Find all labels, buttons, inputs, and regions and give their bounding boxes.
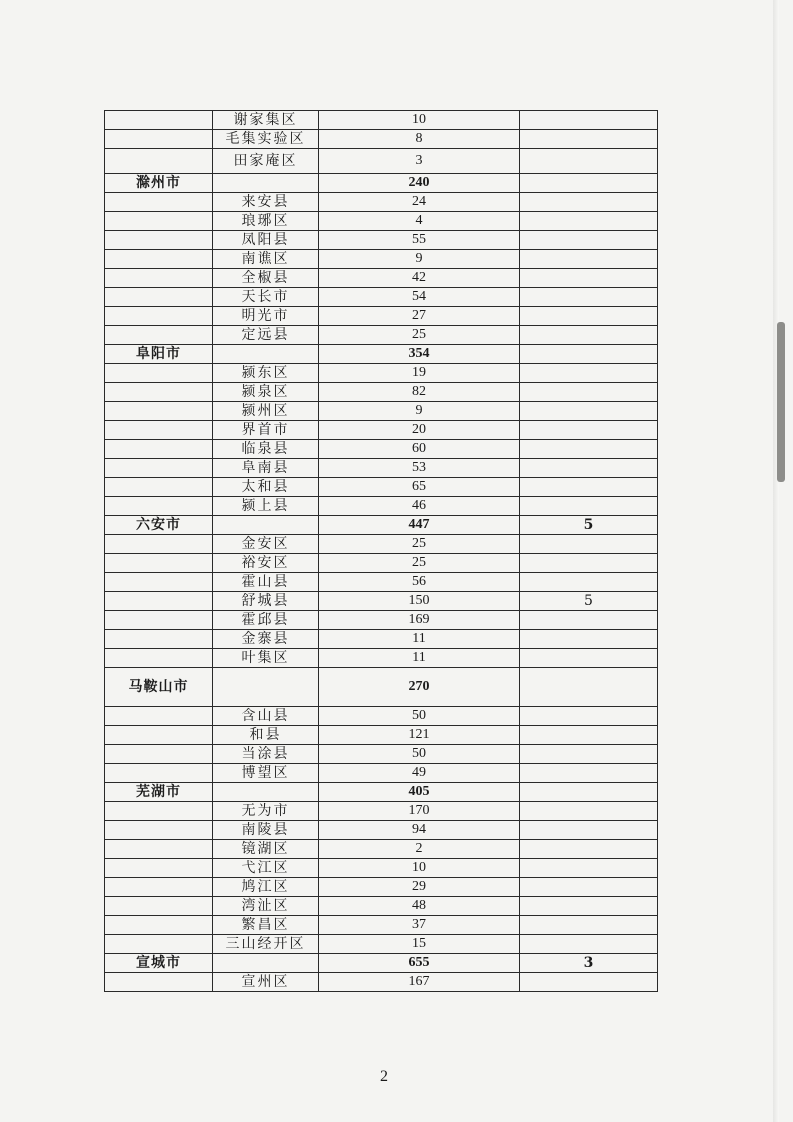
value-cell: 150 [319, 592, 520, 611]
table-row [105, 764, 658, 783]
city-cell [105, 497, 213, 516]
city-cell [105, 149, 213, 174]
extra-cell [520, 269, 658, 288]
table-row [105, 859, 658, 878]
extra-cell [520, 802, 658, 821]
extra-cell [520, 668, 658, 707]
extra-cell [520, 764, 658, 783]
city-row [105, 668, 658, 707]
extra-cell [520, 783, 658, 802]
extra-cell [520, 840, 658, 859]
city-cell [105, 916, 213, 935]
city-cell [105, 421, 213, 440]
table-row [105, 149, 658, 174]
city-row [105, 516, 658, 535]
extra-cell: 5 [520, 516, 658, 535]
district-cell: 颍东区 [213, 364, 319, 383]
district-cell: 金安区 [213, 535, 319, 554]
table-row [105, 611, 658, 630]
table-row [105, 459, 658, 478]
extra-cell [520, 916, 658, 935]
district-cell: 博望区 [213, 764, 319, 783]
extra-cell [520, 611, 658, 630]
district-cell: 南陵县 [213, 821, 319, 840]
district-cell: 无为市 [213, 802, 319, 821]
extra-cell [520, 535, 658, 554]
table-row [105, 916, 658, 935]
city-cell: 马鞍山市 [105, 668, 213, 707]
city-cell [105, 111, 213, 130]
city-cell [105, 288, 213, 307]
city-cell [105, 935, 213, 954]
value-cell: 55 [319, 231, 520, 250]
city-cell [105, 840, 213, 859]
value-cell: 169 [319, 611, 520, 630]
extra-cell [520, 459, 658, 478]
district-cell: 颍泉区 [213, 383, 319, 402]
value-cell: 240 [319, 174, 520, 193]
table-row [105, 478, 658, 497]
extra-cell [520, 973, 658, 992]
district-cell: 当涂县 [213, 745, 319, 764]
table-row [105, 440, 658, 459]
scan-edge [773, 0, 779, 1122]
table-row [105, 402, 658, 421]
district-cell: 舒城县 [213, 592, 319, 611]
table-row [105, 840, 658, 859]
table-row [105, 130, 658, 149]
district-cell: 凤阳县 [213, 231, 319, 250]
extra-cell [520, 935, 658, 954]
city-cell [105, 878, 213, 897]
value-cell: 270 [319, 668, 520, 707]
district-cell: 阜南县 [213, 459, 319, 478]
extra-cell [520, 288, 658, 307]
value-cell: 170 [319, 802, 520, 821]
table-body [105, 111, 658, 992]
district-cell: 临泉县 [213, 440, 319, 459]
extra-cell [520, 345, 658, 364]
value-cell: 15 [319, 935, 520, 954]
value-cell: 10 [319, 111, 520, 130]
district-cell: 镜湖区 [213, 840, 319, 859]
table-row [105, 288, 658, 307]
extra-cell [520, 897, 658, 916]
city-cell [105, 130, 213, 149]
table-row [105, 745, 658, 764]
extra-cell [520, 193, 658, 212]
table-row [105, 326, 658, 345]
city-cell [105, 212, 213, 231]
district-cell: 颍州区 [213, 402, 319, 421]
value-cell: 65 [319, 478, 520, 497]
value-cell: 42 [319, 269, 520, 288]
value-cell: 50 [319, 745, 520, 764]
value-cell: 46 [319, 497, 520, 516]
extra-cell [520, 174, 658, 193]
extra-cell [520, 440, 658, 459]
table-row [105, 707, 658, 726]
value-cell: 53 [319, 459, 520, 478]
value-cell: 4 [319, 212, 520, 231]
extra-cell [520, 497, 658, 516]
city-cell [105, 821, 213, 840]
table-row [105, 250, 658, 269]
page-number: 2 [380, 1068, 388, 1085]
value-cell: 655 [319, 954, 520, 973]
value-cell: 405 [319, 783, 520, 802]
extra-cell [520, 130, 658, 149]
value-cell: 94 [319, 821, 520, 840]
extra-cell: 5 [520, 592, 658, 611]
extra-cell [520, 212, 658, 231]
city-row [105, 345, 658, 364]
table-row [105, 649, 658, 668]
value-cell: 11 [319, 630, 520, 649]
city-cell [105, 649, 213, 668]
value-cell: 25 [319, 554, 520, 573]
extra-cell [520, 726, 658, 745]
district-cell [213, 516, 319, 535]
district-cell: 金寨县 [213, 630, 319, 649]
city-cell [105, 707, 213, 726]
extra-cell [520, 478, 658, 497]
district-cell: 含山县 [213, 707, 319, 726]
city-cell [105, 592, 213, 611]
district-cell: 鸠江区 [213, 878, 319, 897]
table-row [105, 897, 658, 916]
value-cell: 9 [319, 402, 520, 421]
city-cell: 宣城市 [105, 954, 213, 973]
district-cell: 明光市 [213, 307, 319, 326]
binding-mark [777, 322, 785, 482]
value-cell: 56 [319, 573, 520, 592]
extra-cell [520, 250, 658, 269]
district-cell: 太和县 [213, 478, 319, 497]
value-cell: 121 [319, 726, 520, 745]
extra-cell [520, 573, 658, 592]
city-cell [105, 973, 213, 992]
city-cell: 滁州市 [105, 174, 213, 193]
extra-cell [520, 707, 658, 726]
table-row [105, 802, 658, 821]
table-row [105, 364, 658, 383]
table-row [105, 269, 658, 288]
district-cell [213, 668, 319, 707]
extra-cell: 3 [520, 954, 658, 973]
table-row [105, 878, 658, 897]
city-cell [105, 573, 213, 592]
extra-cell [520, 307, 658, 326]
district-cell: 琅琊区 [213, 212, 319, 231]
city-cell [105, 897, 213, 916]
district-cell: 毛集实验区 [213, 130, 319, 149]
district-cell [213, 783, 319, 802]
city-cell [105, 745, 213, 764]
city-cell [105, 269, 213, 288]
city-cell: 芜湖市 [105, 783, 213, 802]
extra-cell [520, 745, 658, 764]
district-cell [213, 954, 319, 973]
extra-cell [520, 149, 658, 174]
value-cell: 447 [319, 516, 520, 535]
table-row [105, 726, 658, 745]
city-cell [105, 383, 213, 402]
city-cell [105, 231, 213, 250]
value-cell: 29 [319, 878, 520, 897]
city-cell [105, 459, 213, 478]
district-cell: 田家庵区 [213, 149, 319, 174]
district-cell: 繁昌区 [213, 916, 319, 935]
district-cell: 颍上县 [213, 497, 319, 516]
district-cell: 全椒县 [213, 269, 319, 288]
data-table [104, 110, 658, 992]
district-cell: 来安县 [213, 193, 319, 212]
city-cell [105, 611, 213, 630]
value-cell: 82 [319, 383, 520, 402]
value-cell: 167 [319, 973, 520, 992]
district-cell: 宣州区 [213, 973, 319, 992]
city-row [105, 174, 658, 193]
value-cell: 54 [319, 288, 520, 307]
district-cell: 天长市 [213, 288, 319, 307]
value-cell: 354 [319, 345, 520, 364]
extra-cell [520, 878, 658, 897]
extra-cell [520, 231, 658, 250]
city-cell [105, 726, 213, 745]
city-cell: 阜阳市 [105, 345, 213, 364]
table-row [105, 307, 658, 326]
value-cell: 25 [319, 535, 520, 554]
table-row [105, 821, 658, 840]
district-cell: 和县 [213, 726, 319, 745]
table-row [105, 630, 658, 649]
district-cell: 霍邱县 [213, 611, 319, 630]
value-cell: 49 [319, 764, 520, 783]
value-cell: 48 [319, 897, 520, 916]
table-row [105, 193, 658, 212]
value-cell: 8 [319, 130, 520, 149]
city-cell [105, 402, 213, 421]
district-cell [213, 174, 319, 193]
table-row [105, 421, 658, 440]
district-cell: 霍山县 [213, 573, 319, 592]
value-cell: 9 [319, 250, 520, 269]
district-cell: 南谯区 [213, 250, 319, 269]
city-row [105, 783, 658, 802]
value-cell: 19 [319, 364, 520, 383]
table-row [105, 592, 658, 611]
district-cell: 叶集区 [213, 649, 319, 668]
extra-cell [520, 383, 658, 402]
extra-cell [520, 649, 658, 668]
district-cell: 湾沚区 [213, 897, 319, 916]
table-row [105, 535, 658, 554]
extra-cell [520, 630, 658, 649]
extra-cell [520, 402, 658, 421]
table-row [105, 111, 658, 130]
value-cell: 20 [319, 421, 520, 440]
extra-cell [520, 111, 658, 130]
city-cell [105, 326, 213, 345]
value-cell: 24 [319, 193, 520, 212]
extra-cell [520, 364, 658, 383]
city-row [105, 954, 658, 973]
city-cell [105, 554, 213, 573]
city-cell [105, 307, 213, 326]
district-cell [213, 345, 319, 364]
extra-cell [520, 821, 658, 840]
table-row [105, 212, 658, 231]
city-cell [105, 478, 213, 497]
city-cell [105, 535, 213, 554]
city-cell [105, 440, 213, 459]
extra-cell [520, 421, 658, 440]
table-row [105, 935, 658, 954]
district-cell: 裕安区 [213, 554, 319, 573]
district-cell: 谢家集区 [213, 111, 319, 130]
city-cell [105, 764, 213, 783]
table-row [105, 497, 658, 516]
table-row [105, 554, 658, 573]
value-cell: 50 [319, 707, 520, 726]
extra-cell [520, 554, 658, 573]
table-row [105, 231, 658, 250]
value-cell: 37 [319, 916, 520, 935]
district-cell: 弋江区 [213, 859, 319, 878]
value-cell: 25 [319, 326, 520, 345]
city-cell [105, 630, 213, 649]
city-cell [105, 364, 213, 383]
table-row [105, 383, 658, 402]
value-cell: 11 [319, 649, 520, 668]
table-row [105, 573, 658, 592]
extra-cell [520, 326, 658, 345]
value-cell: 3 [319, 149, 520, 174]
district-cell: 三山经开区 [213, 935, 319, 954]
city-cell: 六安市 [105, 516, 213, 535]
value-cell: 10 [319, 859, 520, 878]
city-cell [105, 859, 213, 878]
district-cell: 定远县 [213, 326, 319, 345]
value-cell: 27 [319, 307, 520, 326]
table-row [105, 973, 658, 992]
city-cell [105, 802, 213, 821]
city-cell [105, 250, 213, 269]
extra-cell [520, 859, 658, 878]
city-cell [105, 193, 213, 212]
value-cell: 60 [319, 440, 520, 459]
value-cell: 2 [319, 840, 520, 859]
district-cell: 界首市 [213, 421, 319, 440]
